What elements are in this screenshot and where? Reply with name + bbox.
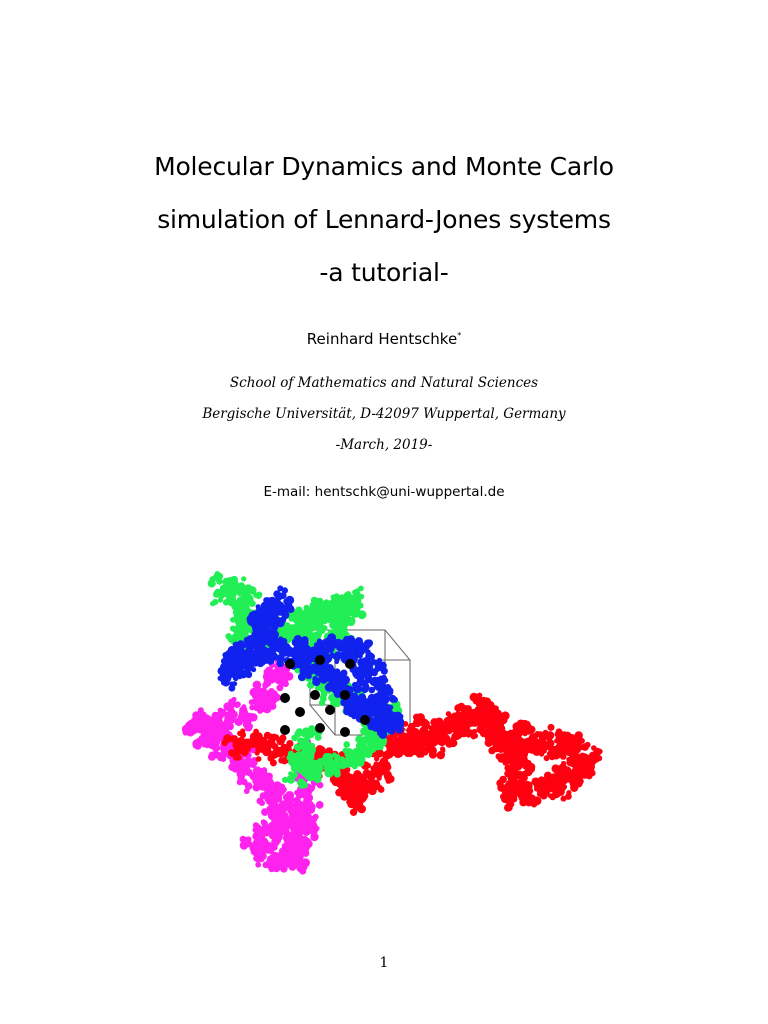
affiliation-line-2: Bergische Universität, D-42097 Wuppertal, Germany: [202, 406, 566, 422]
particle: [310, 690, 320, 700]
title-line-3: -a tutorial-: [319, 258, 449, 287]
particle: [325, 705, 335, 715]
page-number: 1: [379, 955, 389, 971]
particle: [285, 659, 295, 669]
particle: [295, 707, 305, 717]
title-line-2: simulation of Lennard-Jones systems: [157, 205, 611, 234]
particle: [280, 693, 290, 703]
particle: [315, 723, 325, 733]
author: [0, 330, 768, 348]
author-name: Reinhard Hentschke: [306, 330, 458, 348]
title-line-1: Molecular Dynamics and Monte Carlo: [154, 152, 614, 181]
author-footnote-mark: *: [457, 331, 462, 340]
date: -March, 2019-: [335, 437, 433, 453]
email: E-mail: hentschk@uni-wuppertal.de: [263, 484, 505, 500]
particle: [345, 659, 355, 669]
particle: [280, 725, 290, 735]
particle: [315, 655, 325, 665]
random-walk-figure: [160, 560, 620, 880]
particle: [340, 727, 350, 737]
random-walk-trajectories: [182, 571, 603, 875]
particle: [360, 715, 370, 725]
particle: [340, 690, 350, 700]
affiliation-line-1: School of Mathematics and Natural Sciences: [229, 375, 539, 391]
